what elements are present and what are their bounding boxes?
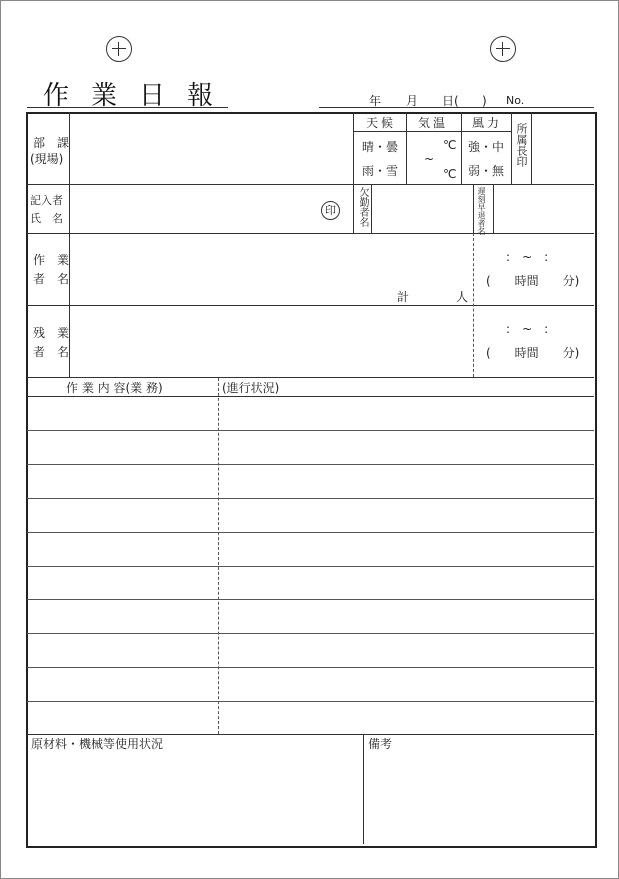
binder-hole-icon [490,36,516,62]
work-table-divider [218,378,219,734]
title-char: 作 [43,81,70,111]
table-row-line [27,599,594,600]
workers-label: 者 名 [33,272,70,286]
table-row-line [27,701,594,702]
overtime-duration[interactable]: ( 時間 分) [486,346,580,360]
date-year: 年 [369,94,382,108]
late-early-workers-label: 遅刻早退者名 [477,187,486,235]
worker-count-unit: 人 [456,290,469,304]
title-underline [27,107,228,108]
worker-total-label: 計 [397,290,410,304]
table-row-line [27,633,594,634]
table-row-line [27,498,594,499]
table-row-line [27,566,594,567]
date-underline [319,107,594,108]
work-time-range[interactable]: : ~ : [506,250,549,264]
table-row-line [27,430,594,431]
progress-header: (進行状況) [222,381,280,395]
recorder-label: 氏 名 [30,212,63,225]
temperature-unit: ℃ [443,167,457,181]
wind-option-strong-medium[interactable]: 強・中 [468,140,505,154]
weather-option-rain-snow[interactable]: 雨・雪 [362,164,399,178]
wind-option-weak-none[interactable]: 弱・無 [468,164,505,178]
date-day: 日( [442,94,459,108]
department-label: 部 課 [33,136,70,150]
remarks-label: 備考 [368,737,393,751]
wind-label: 風力 [472,116,503,130]
overtime-label: 者 名 [33,345,70,359]
report-number: No. [506,94,525,107]
temperature-label: 気温 [418,116,449,130]
site-label: (現場) [30,152,64,166]
overtime-time-range[interactable]: : ~ : [506,322,549,336]
weather-label: 天候 [366,116,397,130]
date-month: 月 [406,94,419,108]
seal-icon: 印 [321,201,340,220]
title-char: 業 [91,81,118,111]
temperature-unit: ℃ [443,138,457,152]
title-char: 日 [139,81,166,111]
table-row-line [27,532,594,533]
manager-seal-label: 所属長印 [515,123,528,167]
binder-hole-icon [106,36,132,62]
temperature-tilde: ~ [424,152,435,166]
work-duration[interactable]: ( 時間 分) [486,274,580,288]
title-char: 報 [187,81,214,111]
table-row-line [27,464,594,465]
weather-option-sunny-cloudy[interactable]: 晴・曇 [362,140,399,154]
absent-workers-label: 欠勤者名 [357,187,368,227]
table-row-line [27,667,594,668]
work-content-header: 作 業 内 容(業 務) [66,381,163,395]
recorder-label: 記入者 [30,194,63,207]
materials-label: 原材料・機械等使用状況 [31,737,164,751]
workers-label: 作 業 [33,253,70,267]
overtime-label: 残 業 [33,326,70,340]
date-weekday-close: ) [482,94,487,108]
